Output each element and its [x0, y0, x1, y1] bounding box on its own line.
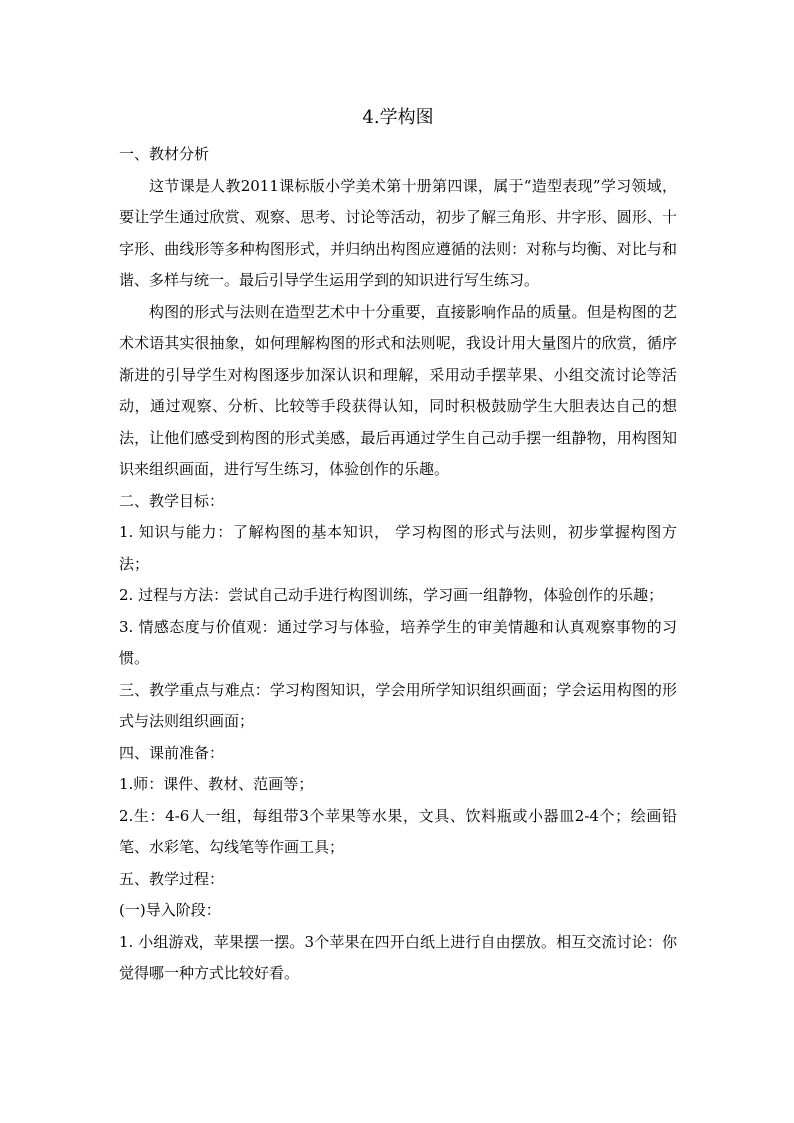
paragraph-list: [119, 139, 677, 990]
paragraph: 2. 过程与方法：尝试自己动手进行构图训练，学习画一组静物，体验创作的乐趣；: [119, 586, 664, 604]
paragraph: 1. 知识与能力：了解构图的基本知识， 学习构图的形式与法则，初步掌握构图方法；: [119, 523, 677, 573]
paragraph: 五、教学过程：: [119, 869, 225, 888]
paragraph: 2.生：4-6人一组，每组带3个苹果等水果，文具、饮料瓶或小器皿2-4个；绘画铅笔、水彩笔、勾线笔等作画工具；: [119, 806, 677, 856]
document-body: [119, 103, 677, 990]
paragraph: 构图的形式与法则在造型艺术中十分重要，直接影响作品的质量。但是构图的艺术术语其实很抽象，如何理解构图的形式和法则呢，我设计用大量图片的欣赏，循序渐进的引导学生对构图逐步加深认识和理解，采用动手摆苹果、小组交流讨论等活动，通过观察、分析、比较等手段获得认知，同时积极鼓励学生大胆表达自己的想法，让他们感受到构图的形式美感，最后再通过学生自己动手摆一组静物，用构图知识来组织画面，进行写生练习，体验创作的乐趣。: [119, 302, 677, 478]
paragraph: (一)导入阶段：: [119, 901, 221, 919]
paragraph: 这节课是人教2011课标版小学美术第十册第四课，属于“造型表现”学习领域，要让学生通过欣赏、观察、思考、讨论等活动，初步了解三角形、井字形、圆形、十字形、曲线形等多种构图形式，并归纳出构图应遵循的法则：对称与均衡、对比与和谐、多样与统一。最后引导学生运用学到的知识进行写生练习。: [119, 176, 677, 289]
document-title: 4.学构图: [362, 107, 434, 128]
paragraph: 1.师：课件、教材、范画等；: [119, 775, 314, 793]
paragraph: 三、教学重点与难点：学习构图知识，学会用所学知识组织画面；学会运用构图的形式与法则组织画面；: [119, 680, 677, 730]
paragraph: 二、教学目标：: [119, 491, 225, 510]
paragraph: 3. 情感态度与价值观：通过学习与体验，培养学生的审美情趣和认真观察事物的习惯。: [119, 617, 677, 667]
paragraph: 四、课前准备：: [119, 743, 225, 762]
paragraph: 1. 小组游戏，苹果摆一摆。3个苹果在四开白纸上进行自由摆放。相互交流讨论：你觉得哪一种方式比较好看。: [119, 932, 677, 982]
paragraph: 一、教材分析: [119, 145, 210, 163]
